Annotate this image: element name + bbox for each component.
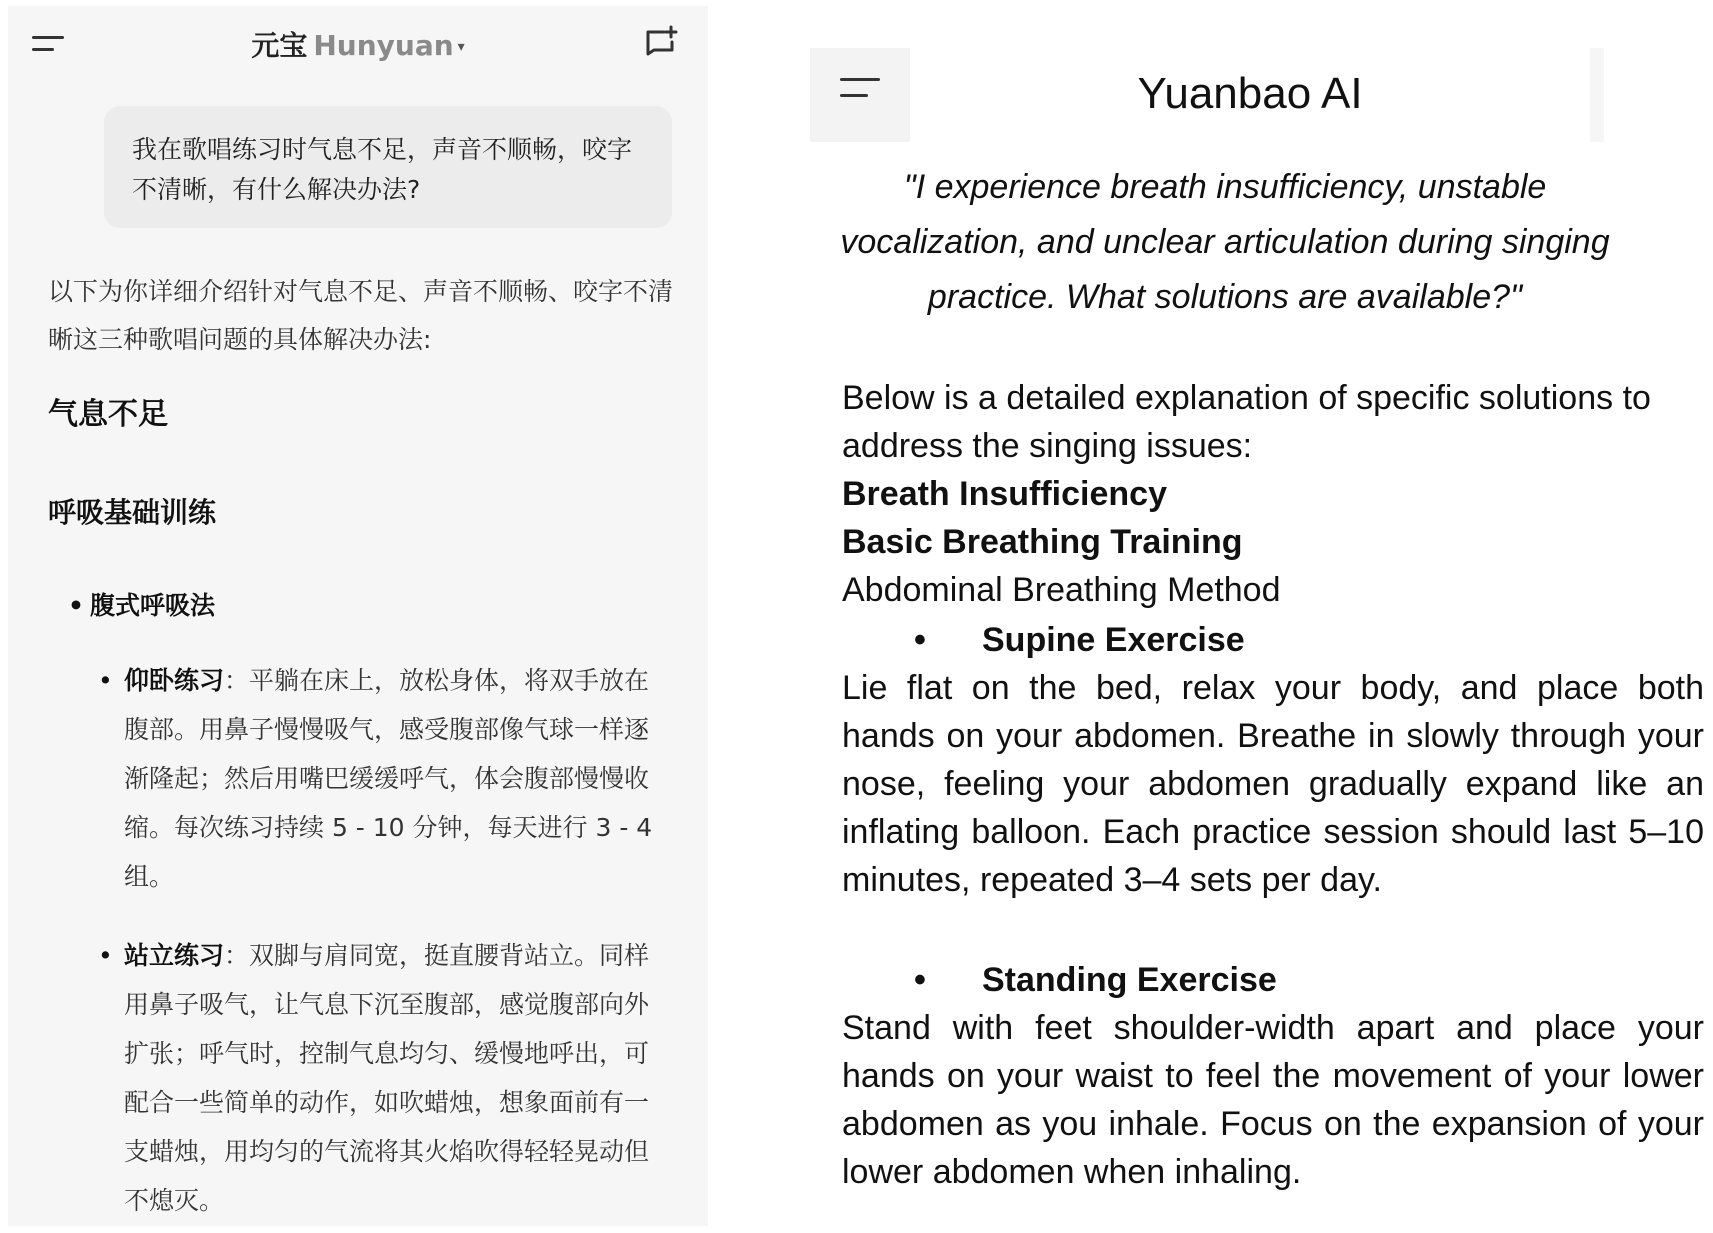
subsection-heading: Basic Breathing Training [842,523,1243,561]
section-heading: 气息不足 [48,397,168,432]
method-label: Abdominal Breathing Method [842,571,1281,609]
assistant-response [48,268,673,1225]
subsection-heading: 呼吸基础训练 [48,496,217,529]
app-header [8,6,708,82]
section-heading: Breath Insufficiency [842,475,1167,513]
response-intro: Below is a detailed explanation of specific solutions to address the singing issues: [842,379,1651,465]
response-intro: 以下为你详细介绍针对气息不足、声音不顺畅、咬字不清晰这三种歌唱问题的具体解决办法: [48,277,674,354]
translated-response [842,374,1704,1196]
new-chat-icon[interactable] [640,24,680,64]
header-edge [1590,48,1604,142]
user-message-bubble: 我在歌唱练习时气息不足，声音不顺畅，咬字不清晰，有什么解决办法? [104,106,672,228]
method-item [68,586,673,626]
menu-icon[interactable] [810,48,910,142]
item-sep: ： [224,666,250,695]
chinese-app-screenshot [8,6,708,1226]
model-selector[interactable] [8,26,708,67]
model-name: Hunyuan [313,29,454,62]
caret-down-icon: ▾ [457,39,465,55]
user-question: "I experience breath insufficiency, unstable vocalization, and unclear articulation during singing practice. What solutions are available?" [840,168,1610,316]
app-title: 元宝 [251,29,308,62]
spacer [842,904,1704,954]
item-text: Lie flat on the bed, relax your body, and place both hands on your abdomen. Breathe in slowly through your nose, feeling your abdomen gradually expand like an inflating balloon. Each practice session should last 5–10 minutes, repeated 3–4 sets per day. [842,669,1704,899]
item-text: 平躺在床上，放松身体，将双手放在腹部。用鼻子慢慢吸气，感受腹部像气球一样逐渐隆起；然后用嘴巴缓缓呼气，体会腹部慢慢收缩。每次练习持续 5 - 10 分钟，每天进行 3 - 4 组。 [124,666,653,891]
method-label: 腹式呼吸法 [90,591,216,620]
item-sep: ： [224,941,250,970]
item-text: Stand with feet shoulder-width apart and place your hands on your waist to feel the movement of your lower abdomen as you inhale. Focus on the expansion of your lower abdomen when inhaling. [842,1009,1704,1191]
item-label: • Supine Exercise [842,616,1704,664]
item-label: 仰卧练习 [124,666,225,695]
english-translation [800,0,1713,1233]
item-label: • Standing Exercise [842,956,1704,1004]
list-item [124,931,673,1225]
item-label: 站立练习 [124,941,225,970]
item-text: 双脚与肩同宽，挺直腰背站立。同样用鼻子吸气，让气息下沉至腹部，感觉腹部向外扩张；呼气时，控制气息均匀、缓慢地呼出，可配合一些简单的动作，如吹蜡烛，想象面前有一支蜡烛，用均匀的气流将其火焰吹得轻轻晃动但不熄灭。 [124,941,650,1215]
list-item [124,656,673,901]
page-title: Yuanbao AI [1137,69,1363,118]
